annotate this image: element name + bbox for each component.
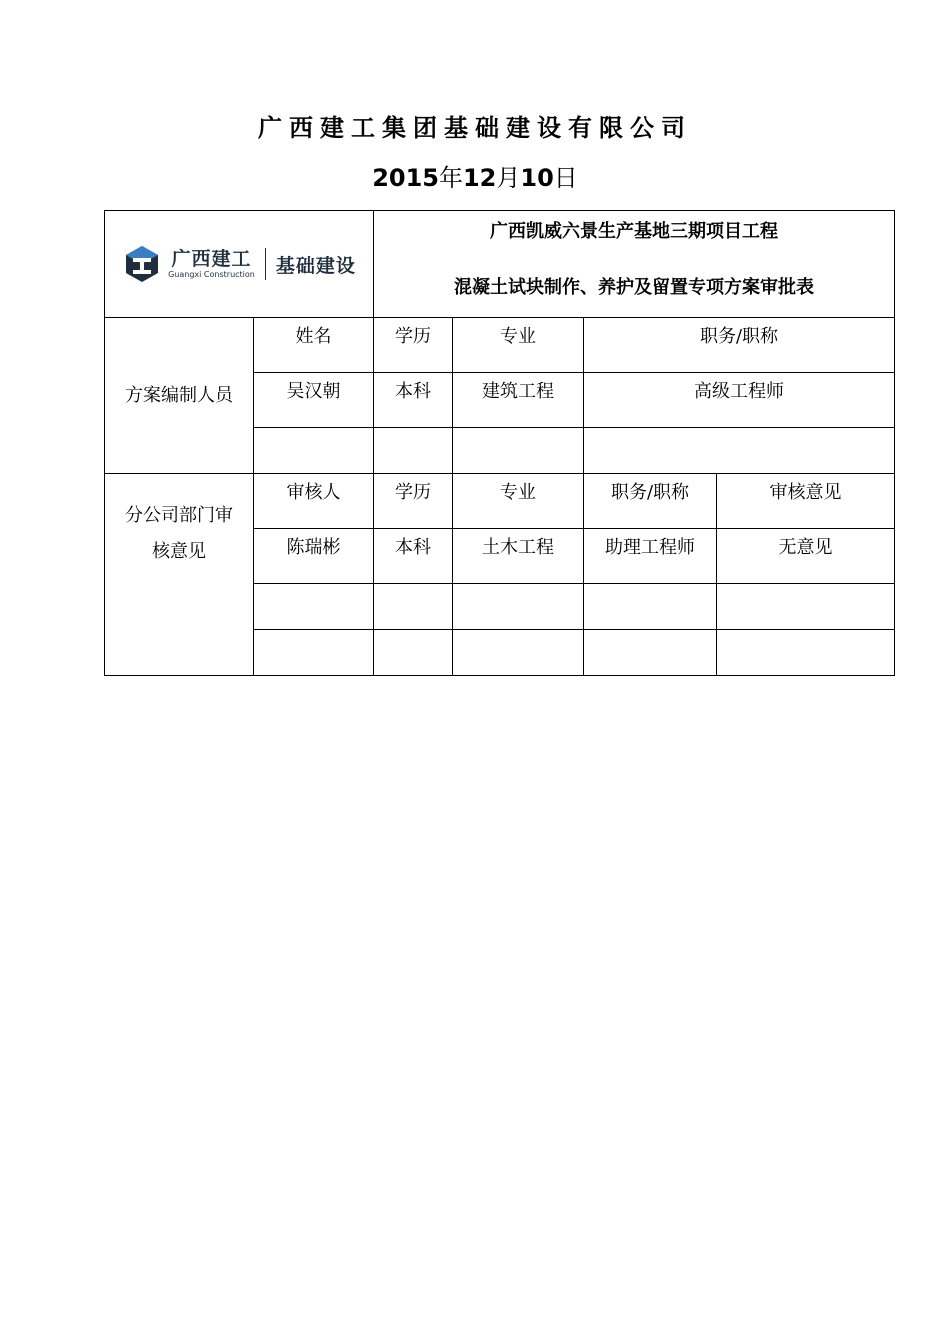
logo-name-en: Guangxi Construction xyxy=(168,270,255,279)
table-cell[interactable]: 土木工程 xyxy=(453,529,584,584)
table-cell[interactable]: 吴汉朝 xyxy=(254,373,374,428)
header-cell: 姓名 xyxy=(254,318,374,373)
table-cell[interactable] xyxy=(584,428,895,474)
table-cell[interactable] xyxy=(374,630,453,676)
table-cell[interactable]: 建筑工程 xyxy=(453,373,584,428)
table-cell[interactable] xyxy=(717,584,895,630)
logo-mark-icon xyxy=(122,244,162,284)
review-label-line2: 核意见 xyxy=(152,541,206,562)
table-cell[interactable]: 助理工程师 xyxy=(584,529,717,584)
form-title-cell xyxy=(374,211,895,318)
review-label-line1: 分公司部门审 xyxy=(125,505,233,526)
date-year: 2015 xyxy=(372,164,439,192)
compilers-label: 方案编制人员 xyxy=(105,318,254,474)
document-date xyxy=(0,158,950,193)
table-cell[interactable] xyxy=(374,428,453,474)
logo-division: 基础建设 xyxy=(275,254,356,277)
table-cell[interactable]: 本科 xyxy=(374,529,453,584)
logo-cell xyxy=(105,211,374,318)
table-cell[interactable] xyxy=(254,630,374,676)
header-cell: 审核意见 xyxy=(717,474,895,529)
company-logo xyxy=(105,244,373,284)
table-cell[interactable] xyxy=(584,584,717,630)
date-day: 10 xyxy=(520,164,554,192)
header-cell: 专业 xyxy=(453,474,584,529)
form-title: 混凝土试块制作、养护及留置专项方案审批表 xyxy=(454,277,814,298)
header-cell: 学历 xyxy=(374,474,453,529)
compilers-header-row xyxy=(105,318,895,373)
table-cell[interactable]: 高级工程师 xyxy=(584,373,895,428)
project-name: 广西凯威六景生产基地三期项目工程 xyxy=(490,221,778,242)
table-cell[interactable] xyxy=(453,584,584,630)
approval-form xyxy=(104,210,895,676)
header-cell: 学历 xyxy=(374,318,453,373)
table-cell[interactable]: 陈瑞彬 xyxy=(254,529,374,584)
logo-name-cn: 广西建工 xyxy=(171,248,252,270)
date-year-unit: 年 xyxy=(438,164,463,192)
table-cell[interactable]: 无意见 xyxy=(717,529,895,584)
date-day-unit: 日 xyxy=(553,164,578,192)
header-cell: 审核人 xyxy=(254,474,374,529)
company-name: 广西建工集团基础建设有限公司 xyxy=(258,113,692,142)
logo-text-block xyxy=(168,248,255,280)
table-cell[interactable] xyxy=(374,584,453,630)
review-header-row xyxy=(105,474,895,529)
date-month: 12 xyxy=(462,164,497,192)
header-cell: 职务/职称 xyxy=(584,474,717,529)
table-cell[interactable] xyxy=(584,630,717,676)
review-label xyxy=(105,474,254,676)
table-cell[interactable] xyxy=(453,630,584,676)
table-cell[interactable] xyxy=(453,428,584,474)
table-cell[interactable] xyxy=(717,630,895,676)
date-month-unit: 月 xyxy=(496,164,521,192)
header-cell: 专业 xyxy=(453,318,584,373)
header-cell: 职务/职称 xyxy=(584,318,895,373)
form-header-row xyxy=(105,211,895,318)
table-cell[interactable] xyxy=(254,584,374,630)
table-cell[interactable] xyxy=(254,428,374,474)
logo-divider xyxy=(265,248,266,280)
table-cell[interactable]: 本科 xyxy=(374,373,453,428)
